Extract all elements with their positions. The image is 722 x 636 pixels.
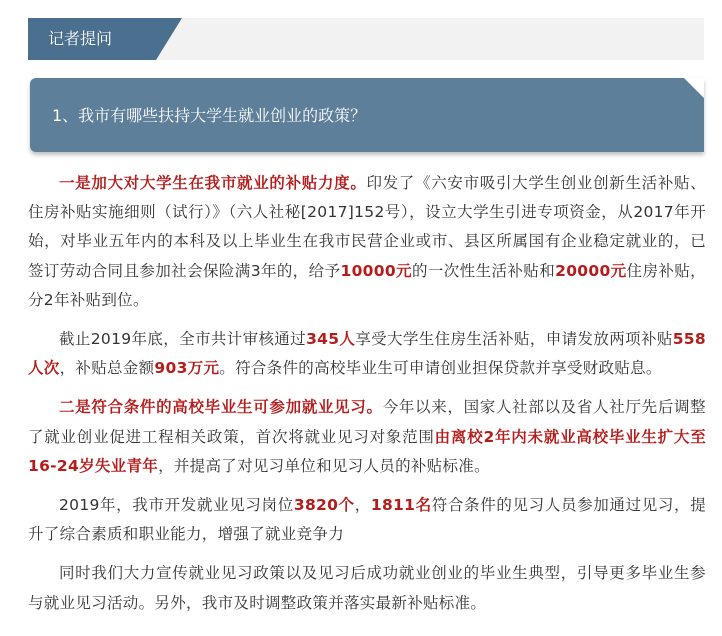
body-text: 截止2019年底，全市共计审核通过 xyxy=(59,330,307,349)
section-tab xyxy=(28,18,156,60)
body-text: 符合条件的见习人员参加通过见习，提升了综合素质和职业能力，增强了就业竞争力 xyxy=(28,496,707,544)
paragraph-3 xyxy=(28,393,706,481)
paragraph-1 xyxy=(28,169,706,315)
highlighted-text: 二是符合条件的高校毕业生可参加就业见习。 xyxy=(59,398,383,417)
body-text: 。符合条件的高校毕业生可申请创业担保贷款并享受财政贴息。 xyxy=(219,359,662,378)
paragraph-5 xyxy=(28,559,706,617)
article-body xyxy=(28,169,706,628)
body-text: 的一次性生活补贴和 xyxy=(411,261,556,280)
body-text: ，补贴总金额 xyxy=(59,359,155,378)
body-text: 住房补贴，分2年补贴到位。 xyxy=(28,261,706,309)
body-text: 今年以来，国家人社部以及省人社厅先后调整了就业创业促进工程相关政策，首次将就业见习对象范围 xyxy=(28,398,706,446)
body-text: 同时我们大力宣传就业见习政策以及见习后成功就业创业的毕业生典型，引导更多毕业生参与就业见习活动。另外，我市及时调整政策并落实最新补贴标准。 xyxy=(28,564,706,612)
highlighted-text: 一是加大对大学生在我市就业的补贴力度。 xyxy=(59,174,367,192)
highlighted-text: 20000元 xyxy=(555,261,627,280)
highlighted-text: 903万元 xyxy=(154,359,220,378)
highlighted-text: 558人次 xyxy=(28,330,706,378)
paragraph-2 xyxy=(28,325,706,383)
body-text: ，并提高了对见习单位和见习人员的补贴标准。 xyxy=(158,456,490,475)
highlighted-text: 由离校2年内未就业高校毕业生扩大至16-24岁失业青年 xyxy=(28,427,706,475)
section-tab-slant xyxy=(156,18,182,60)
body-text: 印发了《六安市吸引大学生创业创新生活补贴、住房补贴实施细则（试行）》（六人社秘[2017]152号），设立大学生引进专项资金，从2017年开始，对毕业五年内的本科及以上毕业生在我市民营企业或市、县区所属国有企业稳定就业的，已签订劳动合同且参加社会保险满3年的，给予 xyxy=(28,174,707,280)
highlighted-text: 345人 xyxy=(306,330,356,349)
highlighted-text: 3820个 xyxy=(293,496,355,515)
question-box xyxy=(30,78,704,152)
body-text: ， xyxy=(354,496,371,515)
body-text: 享受大学生住房生活补贴，申请发放两项补贴 xyxy=(355,330,673,349)
section-tab-label: 记者提问 xyxy=(48,29,113,48)
paragraph-4 xyxy=(28,491,706,549)
corner-fold xyxy=(684,78,704,98)
highlighted-text: 10000元 xyxy=(340,261,412,280)
section-header xyxy=(28,18,704,60)
question-text: 1、我市有哪些扶持大学生就业创业的政策？ xyxy=(52,106,367,125)
body-text: 2019年，我市开发就业见习岗位 xyxy=(59,496,294,515)
highlighted-text: 1811名 xyxy=(370,496,432,515)
